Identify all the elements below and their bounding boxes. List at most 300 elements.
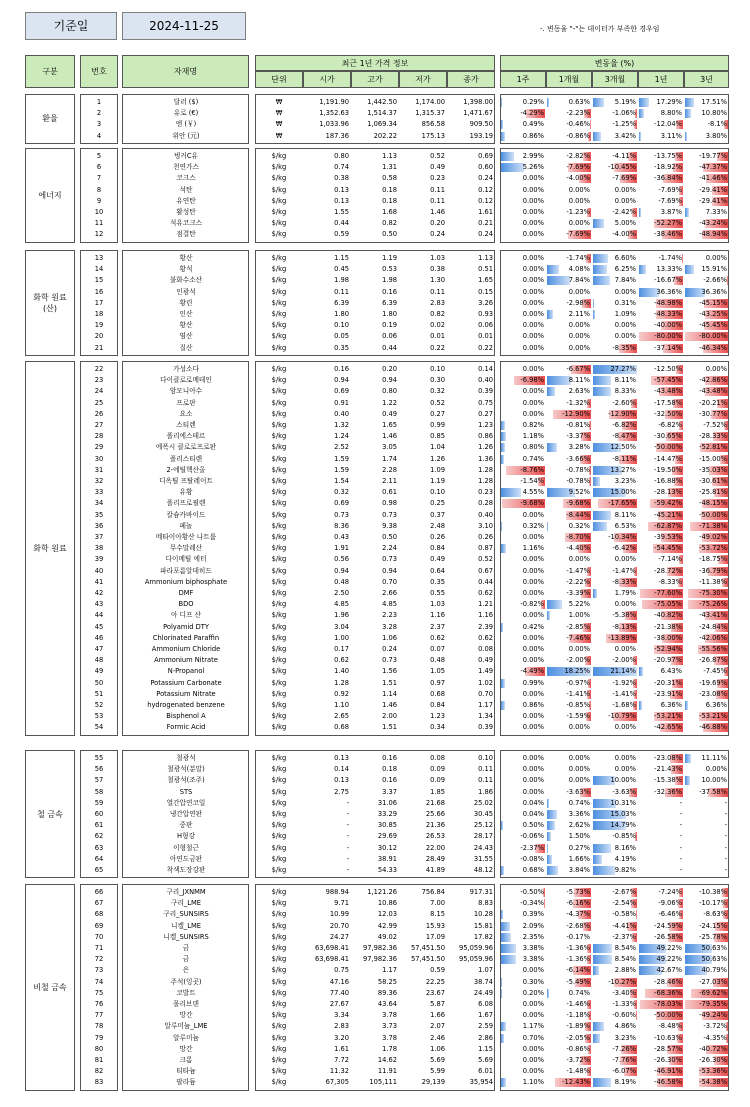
col-y1: 1년 (638, 71, 684, 88)
unit: $/kg (271, 265, 287, 274)
change-1y: -32.50% (654, 409, 682, 418)
open-price: 0.80 (334, 152, 349, 160)
change-3y-cell (684, 1066, 729, 1077)
change-1y-cell (638, 173, 684, 184)
change-3y: -54.38% (699, 1078, 727, 1087)
row-number: 12 (94, 230, 104, 239)
low-price: 0.59 (430, 966, 445, 975)
change-1w-cell (500, 764, 546, 775)
change-1w-cell (500, 898, 546, 909)
change-3y-cell (684, 431, 729, 442)
change-1y-cell (638, 420, 684, 431)
change-3m-cell (592, 331, 638, 342)
unit: $/kg (271, 854, 287, 863)
change-1y-cell (638, 588, 684, 599)
change-1w: 0.70% (522, 1033, 544, 1042)
high-price: 0.24 (382, 645, 397, 653)
change-1w-cell (500, 162, 546, 173)
material-name: 냉간압연판 (169, 810, 203, 818)
change-3y-cell (684, 287, 729, 298)
unit: $/kg (271, 510, 287, 519)
change-3y: -49.24% (699, 1011, 727, 1020)
close-price: 31.55 (473, 854, 493, 863)
table-row (0, 454, 750, 465)
change-1m: -5.49% (566, 977, 590, 986)
change-3y: -3.72% (703, 1022, 727, 1031)
change-1y: -21.43% (654, 765, 682, 774)
change-1m: -7.69% (566, 163, 590, 172)
change-1m-cell (546, 131, 592, 142)
change-1w: 0.00% (522, 321, 544, 330)
change-3m: 4.86% (614, 1022, 636, 1031)
change-1w: 0.00% (522, 656, 544, 665)
change-1y: -23.91% (654, 689, 682, 698)
unit: $/kg (271, 899, 287, 908)
row-number: 58 (94, 787, 104, 796)
close-price: 0.11 (478, 776, 493, 785)
change-1y: 49.22% (656, 955, 682, 964)
change-1y-cell (638, 787, 684, 798)
material-name: 에폭시 클로로프로판 (155, 443, 217, 452)
row-number: 5 (96, 152, 102, 160)
base-date-value: 2024-11-25 (122, 12, 246, 40)
row-number: 81 (94, 1056, 104, 1064)
change-1w: 0.00% (522, 174, 544, 183)
material-name: Chlorinated Paraffin (152, 633, 220, 642)
low-price: 0.11 (430, 287, 445, 296)
unit: $/kg (271, 219, 287, 228)
change-3y: -36.79% (699, 566, 727, 575)
high-price: 1.13 (382, 152, 397, 160)
high-price: 1.56 (382, 667, 397, 676)
change-3m: -2.54% (612, 899, 636, 908)
change-1w-cell (500, 420, 546, 431)
change-1m: 0.00% (568, 555, 590, 564)
table-row (0, 764, 750, 775)
change-1w: 0.00% (522, 208, 544, 216)
material-name: 금 (182, 944, 190, 952)
high-price: 0.16 (382, 287, 397, 296)
table-row (0, 820, 750, 831)
unit: $/kg (271, 843, 287, 852)
change-3y-cell (684, 999, 729, 1010)
change-1m: -0.97% (566, 678, 590, 687)
change-1m: 5.22% (568, 600, 590, 609)
close-price: 0.51 (478, 265, 493, 274)
material-name: H형강 (177, 832, 195, 841)
table-row (0, 275, 750, 286)
change-1w-cell (500, 932, 546, 943)
change-1m: -1.74% (566, 254, 590, 262)
change-3m: 10.31% (610, 798, 636, 807)
change-1m: -3.39% (566, 589, 590, 597)
change-3y-cell (684, 196, 729, 207)
change-1w-cell (500, 711, 546, 722)
open-price: 0.38 (334, 174, 349, 183)
change-3y-cell (684, 1021, 729, 1032)
change-3y-cell (684, 275, 729, 286)
change-3y-cell (684, 320, 729, 331)
change-1w-cell (500, 364, 546, 375)
change-1y-cell (638, 287, 684, 298)
change-3y: -24.15% (699, 921, 727, 930)
change-3y-cell (684, 229, 729, 240)
high-price: 3.28 (382, 622, 397, 631)
table-row (0, 977, 750, 988)
low-price: 175.13 (421, 131, 445, 140)
change-3y: -75.26% (699, 600, 727, 609)
change-3y-cell (684, 820, 729, 831)
change-3m-cell (592, 999, 638, 1010)
close-price: 0.10 (478, 754, 493, 762)
change-1w-cell (500, 264, 546, 275)
open-price: 77.40 (329, 988, 349, 997)
change-1y: - (679, 810, 682, 818)
row-number: 49 (94, 667, 104, 676)
change-1y-cell (638, 764, 684, 775)
unit: $/kg (271, 1033, 287, 1042)
change-1y-cell (638, 988, 684, 999)
change-1y-cell (638, 543, 684, 554)
change-1w: 0.00% (522, 332, 544, 341)
change-1m: 0.00% (568, 776, 590, 785)
change-3y-cell (684, 1010, 729, 1021)
change-1y-cell (638, 386, 684, 397)
change-1w: 0.00% (522, 589, 544, 597)
unit: $/kg (271, 544, 287, 553)
table-row (0, 1010, 750, 1021)
close-price: 2.39 (478, 622, 493, 631)
change-1w: 0.04% (522, 798, 544, 807)
open-price: 988.94 (325, 888, 349, 896)
change-1y-cell (638, 577, 684, 588)
change-3y-cell (684, 843, 729, 854)
table-row (0, 331, 750, 342)
table-row (0, 854, 750, 865)
change-3y: -26.30% (699, 1056, 727, 1064)
change-1y-cell (638, 1077, 684, 1088)
change-1m: 0.00% (568, 754, 590, 762)
unit: $/kg (271, 174, 287, 183)
change-1m: -2.00% (566, 656, 590, 665)
change-1w-cell (500, 689, 546, 700)
change-3y: -53.21% (699, 712, 727, 721)
change-1w: 0.00% (522, 1044, 544, 1053)
change-3m: 0.00% (614, 754, 636, 762)
high-price: 2.00 (382, 712, 397, 721)
material-name: 인광석 (176, 287, 196, 296)
change-1y: -75.05% (654, 600, 682, 609)
table-row (0, 722, 750, 733)
change-3y: -40.72% (699, 1044, 727, 1053)
change-1m-cell (546, 185, 592, 196)
close-price: 6.01 (478, 1067, 493, 1076)
change-3y-cell (684, 753, 729, 764)
unit: $/kg (271, 465, 287, 474)
change-3m-cell (592, 622, 638, 633)
change-1m-cell (546, 764, 592, 775)
row-number: 27 (94, 421, 104, 429)
row-number: 34 (94, 499, 104, 508)
change-3m-cell (592, 921, 638, 932)
change-1w-cell (500, 865, 546, 876)
change-1m-cell (546, 442, 592, 453)
material-name: 망간 (179, 1044, 193, 1053)
change-1y: -54.45% (654, 544, 682, 553)
col-change-group: 변동율 (%) (500, 55, 729, 71)
high-price: 1.31 (382, 163, 397, 172)
change-1y-cell (638, 298, 684, 309)
open-price: 24.27 (329, 932, 349, 941)
change-1m: -8.44% (566, 510, 590, 519)
change-3y: -10.38% (699, 888, 727, 896)
unit: $/kg (271, 821, 287, 830)
close-price: 1.07 (478, 966, 493, 975)
material-name: 아 디프 산 (170, 611, 202, 620)
open-price: - (346, 832, 349, 841)
change-3m: -2.67% (612, 888, 636, 896)
unit: ₩ (275, 120, 283, 129)
change-1y-cell (638, 1066, 684, 1077)
row-number: 41 (94, 577, 104, 586)
row-number: 32 (94, 477, 104, 485)
change-3y-cell (684, 119, 729, 130)
change-3m-cell (592, 287, 638, 298)
change-1w: 0.00% (522, 387, 544, 396)
change-1w: 0.00% (522, 398, 544, 407)
unit: $/kg (271, 163, 287, 172)
base-date-label: 기준일 (25, 12, 117, 40)
table-row (0, 689, 750, 700)
change-1m-cell (546, 588, 592, 599)
change-1y-cell (638, 566, 684, 577)
material-name: 질산 (179, 343, 193, 352)
table-row (0, 229, 750, 240)
table-row (0, 932, 750, 943)
change-1m-cell (546, 253, 592, 264)
change-1w-cell (500, 988, 546, 999)
change-3m-cell (592, 831, 638, 842)
open-price: 20.70 (329, 921, 349, 930)
open-price: 0.17 (334, 645, 349, 653)
change-1m-cell (546, 162, 592, 173)
close-price: 0.69 (478, 152, 493, 160)
open-price: 27.67 (329, 1000, 349, 1008)
open-price: 1,033.96 (319, 120, 349, 129)
open-price: 0.14 (334, 765, 349, 774)
change-3y-cell (684, 364, 729, 375)
close-price: 17.82 (473, 932, 493, 941)
change-1m: -1.36% (566, 955, 590, 964)
change-1m: 1.50% (568, 832, 590, 841)
change-1y: -80.00% (654, 332, 682, 341)
high-price: 0.18 (382, 196, 397, 205)
table-row (0, 196, 750, 207)
open-price: 3.34 (334, 1011, 349, 1020)
change-1y-cell (638, 343, 684, 354)
change-1m: -4.40% (566, 544, 590, 553)
change-1m-cell (546, 207, 592, 218)
change-3m: -2.42% (612, 208, 636, 216)
change-1m-cell (546, 954, 592, 965)
change-1w-cell (500, 1044, 546, 1055)
change-1y-cell (638, 954, 684, 965)
material-name: Potassium Nitrate (156, 689, 216, 698)
change-3y: -48.15% (699, 499, 727, 508)
table-row (0, 577, 750, 588)
change-1w: 0.00% (522, 966, 544, 975)
change-3y-cell (684, 666, 729, 677)
change-1w-cell (500, 588, 546, 599)
change-1m-cell (546, 331, 592, 342)
table-row (0, 1077, 750, 1088)
change-1w: 0.00% (522, 533, 544, 541)
change-1m: 0.00% (568, 321, 590, 330)
change-3m-cell (592, 364, 638, 375)
table-row (0, 151, 750, 162)
change-3m: 0.00% (614, 555, 636, 564)
open-price: 63,698.41 (314, 944, 349, 952)
change-1w: -4.49% (520, 667, 544, 676)
change-3m: 0.00% (614, 196, 636, 205)
change-3m-cell (592, 465, 638, 476)
change-1m-cell (546, 566, 592, 577)
change-1w-cell (500, 809, 546, 820)
unit: $/kg (271, 499, 287, 508)
change-1m-cell (546, 554, 592, 565)
change-3y: -45.15% (699, 298, 727, 307)
change-3m-cell (592, 655, 638, 666)
change-3y-cell (684, 599, 729, 610)
table-row (0, 566, 750, 577)
change-1m: -1.32% (566, 398, 590, 407)
change-1y: - (679, 854, 682, 863)
change-3m: -1.41% (612, 689, 636, 698)
change-3y-cell (684, 218, 729, 229)
change-3m: 8.11% (614, 376, 636, 385)
change-1w-cell (500, 1021, 546, 1032)
unit: $/kg (271, 488, 287, 497)
unit: $/kg (271, 185, 287, 194)
change-1w: 0.00% (522, 343, 544, 352)
change-3m-cell (592, 162, 638, 173)
change-1m-cell (546, 151, 592, 162)
table-row (0, 655, 750, 666)
close-price: 0.93 (478, 310, 493, 318)
change-1w-cell (500, 498, 546, 509)
unit: $/kg (271, 798, 287, 807)
change-3y: -71.38% (699, 521, 727, 530)
change-1w-cell (500, 644, 546, 655)
change-1w: 0.68% (522, 866, 544, 874)
change-1y-cell (638, 775, 684, 786)
change-1y: -36.84% (654, 174, 682, 183)
close-price: 1.65 (478, 276, 493, 285)
low-price: 1,315.37 (415, 109, 445, 118)
low-price: 0.30 (430, 376, 445, 385)
change-3m-cell (592, 131, 638, 142)
col-num: 번호 (80, 55, 118, 88)
change-3m: 15.03% (610, 810, 636, 818)
change-1y-cell (638, 218, 684, 229)
change-1y: -57.45% (654, 376, 682, 385)
change-3m: 13.27% (610, 465, 636, 474)
change-3y-cell (684, 173, 729, 184)
material-name: 요소 (179, 409, 193, 418)
low-price: 2.37 (430, 622, 445, 631)
change-3m: -7.76% (612, 1056, 636, 1064)
change-1y: -46.91% (654, 1067, 682, 1076)
change-1m-cell (546, 521, 592, 532)
high-price: 0.82 (382, 219, 397, 228)
unit: $/kg (271, 387, 287, 396)
high-price: 0.73 (382, 510, 397, 519)
change-1y-cell (638, 843, 684, 854)
change-1m: -8.70% (566, 533, 590, 541)
change-3m: 2.88% (614, 966, 636, 975)
unit: $/kg (271, 1067, 287, 1076)
change-1m-cell (546, 1033, 592, 1044)
change-3m-cell (592, 954, 638, 965)
high-price: 3.37 (382, 787, 397, 796)
change-1m: -0.46% (566, 120, 590, 129)
change-3m-cell (592, 700, 638, 711)
change-1y: -59.42% (654, 499, 682, 508)
change-3m-cell (592, 689, 638, 700)
material-name: 열간압연코일 (166, 798, 206, 807)
change-1y-cell (638, 932, 684, 943)
change-1y-cell (638, 700, 684, 711)
unit: $/kg (271, 443, 287, 452)
table-row (0, 218, 750, 229)
open-price: - (346, 821, 349, 830)
change-3m: 6.25% (614, 265, 636, 274)
high-price: 1.17 (382, 966, 397, 975)
change-3y-cell (684, 898, 729, 909)
change-1m: 3.36% (568, 810, 590, 818)
change-3y-cell (684, 465, 729, 476)
change-3m: -3.40% (612, 988, 636, 997)
material-name: 페놀 (179, 521, 193, 530)
change-3y: -20.21% (699, 398, 727, 407)
change-3m-cell (592, 320, 638, 331)
change-1m-cell (546, 909, 592, 920)
change-3m-cell (592, 666, 638, 677)
unit: $/kg (271, 533, 287, 541)
row-number: 16 (94, 287, 104, 296)
change-1y: -30.65% (654, 432, 682, 441)
material-name: 황석 (179, 265, 193, 274)
change-1y-cell (638, 510, 684, 521)
low-price: 1.26 (430, 454, 445, 463)
change-1m: 2.63% (568, 387, 590, 396)
open-price: 0.11 (334, 287, 349, 296)
change-1y: -7.14% (658, 555, 682, 564)
material-name: 철광석(조주) (167, 776, 205, 785)
change-3m-cell (592, 787, 638, 798)
change-1y: -50.00% (654, 1011, 682, 1020)
change-1y-cell (638, 309, 684, 320)
open-price: 0.91 (334, 398, 349, 407)
change-3y: -4.35% (703, 1033, 727, 1042)
change-1m-cell (546, 999, 592, 1010)
change-1y-cell (638, 409, 684, 420)
open-price: 0.43 (334, 533, 349, 541)
row-number: 48 (94, 656, 104, 665)
row-number: 70 (94, 932, 104, 941)
row-number: 17 (94, 298, 104, 307)
change-1m: -0.86% (566, 131, 590, 140)
